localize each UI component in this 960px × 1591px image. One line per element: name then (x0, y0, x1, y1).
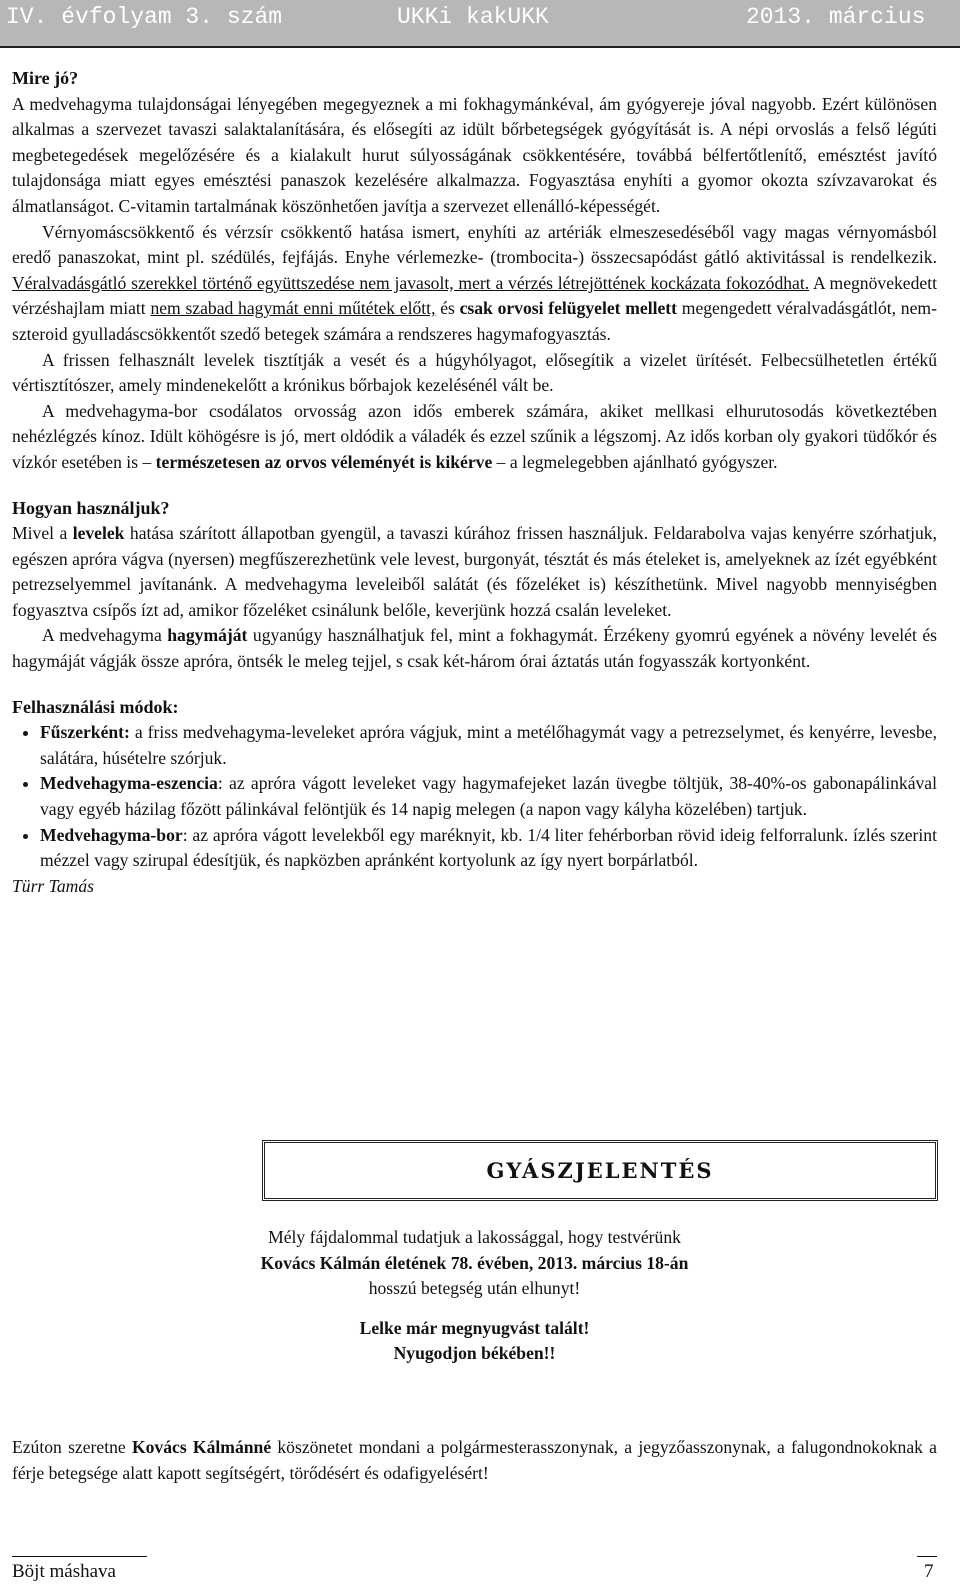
heading-felhasznalasi-modok: Felhasználási módok: (12, 696, 179, 717)
list-item: • Medvehagyma-eszencia: az apróra vágott leveleket vagy hagymafejeket lazán üvegbe töltjük, 38-40%-os gabonapálinkával vagy egyéb házilag főzött pálinkával felöntjük és 14 napig melegen (a napon vagy kályha közelében) tartjuk. (40, 771, 937, 822)
list-item: • Fűszerként: a friss medvehagyma-leveleket apróra vágjuk, mint a metélőhagymát vagy a petrezselymet, és kenyérre, levesbe, salátára, húsételre szórjuk. (40, 720, 937, 771)
warning-underlined: Véralvadásgátló szerekkel történő együttszedése nem javasolt, mert a vérzés létrejöttének kockázata fokozódhat. (12, 272, 810, 293)
uses-list (12, 720, 937, 874)
obituary-line: Lelke már megnyugvást talált! (359, 1317, 590, 1338)
paragraph-3: A frissen felhasznált levelek tisztítják a vesét és a húgyhólyagot, elősegítik a vizelet ürítését. Felbecsülhetetlen értékű vértisztítószer, amely mindenekelőtt a krónikus bőrbajok kezelésénél vált be. (12, 349, 937, 396)
issue-date: 2013. március (746, 4, 926, 30)
page-number: 7 (924, 1561, 934, 1582)
publication-title: UKKi kakUKK (397, 4, 549, 30)
medical-supervision: csak orvosi felügyelet mellett (459, 298, 678, 319)
obituary-title-box (262, 1140, 938, 1201)
paragraph-4: A medvehagyma-bor csodálatos orvosság azon idős emberek számára, akiket mellkasi elhurutosodás következtében nehézlégzés kínoz. Idült köhögésre is jó, mert oldódik a váladék és ezzel szűnik a légszomj. Az idős korban oly gyakori tüdőkór és vízkór esetében is – természetesen az orvos véleményét is kikérve – a legmelegebben ajánlható gyógyszer. (12, 400, 937, 472)
author-signature: Türr Tamás (12, 875, 94, 896)
paragraph-1: A medvehagyma tulajdonságai lényegében megegyeznek a mi fokhagymánkéval, ám gyógyereje jóval nagyobb. Ezért különösen alkalmas a szervezet tavaszi salaktalanítására, és elősegíti az idült bőrbetegségek gyógyítását is. A népi orvoslás a felső légúti megbetegedések megelőzésére és a kialakult hurut súlyosságának csökkentésére, továbbá bélfertőtlenítő, emésztést javító tulajdonsága miatt egyes emésztési panaszok kezelésére alkalmazza. Fogyasztása enyhíti a gyomor okozta szívzavarokat és álmatlanságot. C-vitamin tartalmának köszönhetően javítja a szervezet ellenálló-képességét. (12, 93, 937, 216)
footer-rule (12, 1556, 147, 1557)
footer-month: Böjt máshava (12, 1561, 116, 1582)
heading-mire-jo: Mire jó? (12, 68, 79, 88)
surgery-warning: nem szabad hagymát enni műtétek előtt, (150, 298, 436, 319)
paragraph-2: Vérnyomáscsökkentő és vérzsír csökkentő hatása ismert, enyhíti az artériák elmeszesedéséből vagy magas vérnyomásból eredő panaszokat, mint pl. szédülés, fejfájás. Enyhe vérlemezke- (trombocita-) összecsapódást gátló aktivitással is rendelkezik. Véralvadásgátló szerekkel történő együttszedése nem javasolt, mert a vérzés létrejöttének kockázata fokozódhat. A megnövekedett vérzéshajlam miatt nem szabad hagymát enni műtétek előtt, és csak orvosi felügyelet mellett megengedett véralvadásgátlót, nem-szteroid gyulladáscsökkentőt szedő betegek számára a rendszeres hagymafogyasztás. (12, 221, 937, 344)
article (12, 66, 937, 899)
list-item: • Medvehagyma-bor: az apróra vágott levelekből egy maréknyit, kb. 1/4 liter fehérborban rövid ideig felforralunk. ízlés szerint mézzel vagy szirupal édesítjük, és napközben apránként kortyolunk az így nyert borpárlatból. (40, 823, 937, 874)
obituary-title: GYÁSZJELENTÉS (486, 1158, 714, 1183)
page-header (0, 0, 960, 48)
heading-hogyan: Hogyan használjuk? (12, 497, 170, 518)
volume-label: IV. évfolyam 3. szám (6, 4, 283, 30)
paragraph-6: A medvehagyma hagymáját ugyanúgy használhatjuk fel, mint a fokhagymát. Érzékeny gyomrú egyének a növény levelét és hagymáját vágják össze apróra, öntsék le meleg tejjel, s csak két-három órai áztatás után fogyasszák kortyonként. (12, 625, 937, 672)
obituary-line: Kovács Kálmán életének 78. évében, 2013. március 18-án (260, 1252, 689, 1273)
obituary-line: Nyugodjon békében!! (393, 1343, 556, 1364)
obituary-notice (12, 1225, 937, 1367)
widow-name: Kovács Kálmánné (131, 1437, 272, 1457)
paragraph-5: Mivel a levelek hatása szárított állapotban gyengül, a tavaszi kúrához frissen használjuk. Feldarabolva vajas kenyérre szórhatjuk, egészen apróra vágva (nyersen) megfűszerezhetünk vele levest, burgonyát, tésztát és más ételeket is, amelyeknek az ízét egyébként petrezselyemmel javítanánk. A medvehagyma leveleiből salátát (és főzeléket is) készíthetünk. Mivel nagyobb mennyiségben fogyasztva csípős ízt ad, amikor főzeléket csinálunk belőle, keverjünk hozzá csalán leveleket. (12, 523, 937, 620)
footer-rule (917, 1556, 937, 1557)
obituary-line: Mély fájdalommal tudatjuk a lakossággal, hogy testvérünk (268, 1227, 681, 1247)
thanks-paragraph: Ezúton szeretne Kovács Kálmánné köszönetet mondani a polgármesterasszonynak, a jegyzőasszonynak, a falugondnokoknak a férje betegsége alatt kapott segítségért, törődésért és odafigyelésért! (12, 1437, 937, 1483)
obituary-line: hosszú betegség után elhunyt! (368, 1278, 581, 1299)
